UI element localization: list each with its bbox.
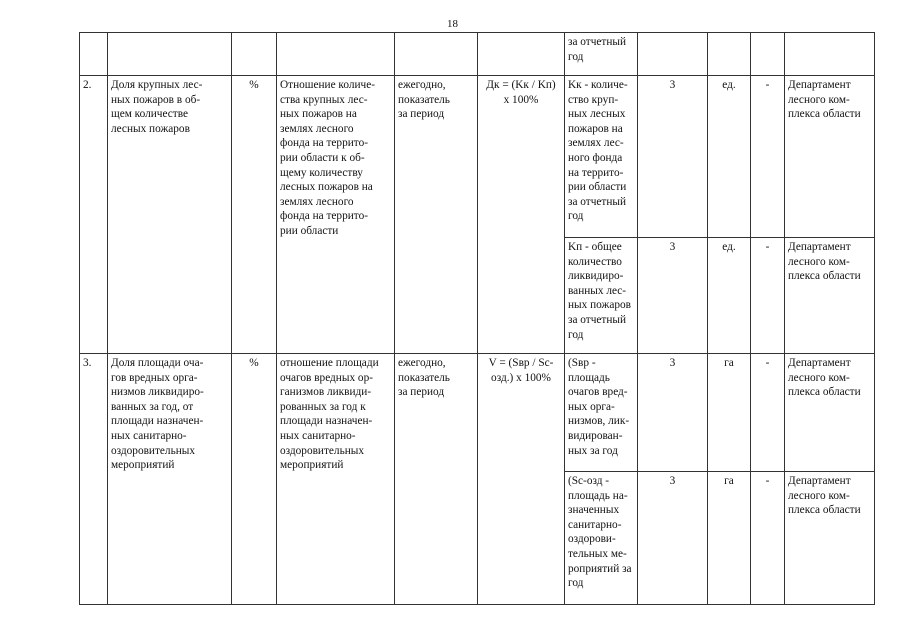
row-number: 2. <box>80 76 108 354</box>
row-number: 3. <box>80 354 108 605</box>
indicator-definition: Отношение количе- ства крупных лес- ных пожаров на землях лесного фонда на террито- рии области к об- щему количеству лесных пожаров на землях лесного фонда на террито- рии области <box>277 76 395 354</box>
table-row <box>80 354 875 472</box>
indicator-name: Доля крупных лес- ных пожаров в об- щем количестве лесных пожаров <box>108 76 232 354</box>
variable-code: 3 <box>638 354 708 472</box>
indicator-periodicity: ежегодно, показатель за период <box>395 354 478 605</box>
variable-description: (Sвр - площадь очагов вред- ных орга- низмов, лик- видирован- ных за год <box>565 354 638 472</box>
variable-dash: - <box>751 472 785 605</box>
responsible-body: Департамент лесного ком- плекса области <box>785 354 875 472</box>
indicator-formula: Дк = (Kк / Kп) х 100% <box>478 76 565 354</box>
responsible-body: Департамент лесного ком- плекса области <box>785 472 875 605</box>
indicator-unit: % <box>232 354 277 605</box>
variable-code: 3 <box>638 76 708 238</box>
variable-measure: ед. <box>708 76 751 238</box>
variable-measure: га <box>708 354 751 472</box>
indicators-table <box>79 32 875 605</box>
indicator-periodicity: ежегодно, показатель за период <box>395 76 478 354</box>
indicator-formula: V = (Sвр / Sс- озд.) х 100% <box>478 354 565 605</box>
variable-description: (Sс-озд - площадь на- значенных санитарно- оздорови- тельных ме- роприятий за год <box>565 472 638 605</box>
table-row <box>80 33 875 76</box>
variable-dash: - <box>751 354 785 472</box>
indicator-definition: отношение площади очагов вредных ор- ганизмов ликвиди- рованных за год к площади назначен- ных санитарно- оздоровительных мероприятий <box>277 354 395 605</box>
variable-description: Kп - общее количество ликвидиро- ванных лес- ных пожаров за отчетный год <box>565 238 638 354</box>
variable-dash: - <box>751 238 785 354</box>
responsible-body: Департамент лесного ком- плекса области <box>785 76 875 238</box>
indicator-name: Доля площади оча- гов вредных орга- низмов ликвидиро- ванных за год, от площади назначен- ных санитарно- оздоровительных мероприятий <box>108 354 232 605</box>
page-number: 18 <box>447 18 458 30</box>
variable-description: за отчетный год <box>565 33 638 76</box>
indicator-unit: % <box>232 76 277 354</box>
variable-dash: - <box>751 76 785 238</box>
variable-description: Kк - количе- ство круп- ных лесных пожаров на землях лес- ного фонда на террито- рии области за отчетный год <box>565 76 638 238</box>
variable-code: 3 <box>638 238 708 354</box>
variable-code: 3 <box>638 472 708 605</box>
variable-measure: га <box>708 472 751 605</box>
responsible-body: Департамент лесного ком- плекса области <box>785 238 875 354</box>
table-row <box>80 76 875 238</box>
variable-measure: ед. <box>708 238 751 354</box>
